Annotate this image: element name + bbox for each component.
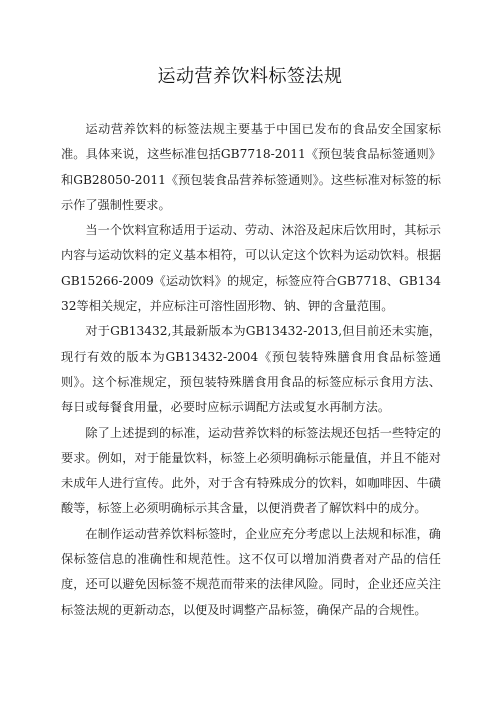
paragraph-1: 运动营养饮料的标签法规主要基于中国已发布的食品安全国家标准。具体来说，这些标准包括GB7718-2011《预包装食品标签通则》和GB28050-2011《预包装食品营养标签通则》。这些标准对标签的标示作了强制性要求。 [61,122,441,212]
document-title: 运动营养饮料标签法规 [157,66,343,87]
document-body [61,117,441,623]
paragraph-5: 在制作运动营养饮料标签时，企业应充分考虑以上法规和标准，确保标签信息的准确性和规范性。这不仅可以增加消费者对产品的信任度，还可以避免因标签不规范而带来的法律风险。同时，企业还应关注标签法规的更新动态，以便及时调整产品标签，确保产品的合规性。 [61,526,441,617]
paragraph-3: 对于GB13432,其最新版本为GB13432-2013,但目前还未实施，现行有效的版本为GB13432-2004《预包装特殊膳食用食品标签通则》。这个标准规定，预包装特殊膳食用食品的标签应标示食用方法、每日或每餐食用量，必要时应标示调配方法或复水再制方法。 [61,324,441,415]
paragraph-2: 当一个饮料宣称适用于运动、劳动、沐浴及起床后饮用时，其标示内容与运动饮料的定义基本相符，可以认定这个饮料为运动饮料。根据GB15266-2009《运动饮料》的规定，标签应符合GB7718、GB13432等相关规定，并应标注可溶性固形物、钠、钾的含量范围。 [61,223,441,314]
paragraph-4: 除了上述提到的标准，运动营养饮料的标签法规还包括一些特定的要求。例如，对于能量饮料，标签上必须明确标示能量值，并且不能对未成年人进行宣传。此外，对于含有特殊成分的饮料，如咖啡因、牛磺酸等，标签上必须明确标示其含量，以便消费者了解饮料中的成分。 [61,425,441,516]
